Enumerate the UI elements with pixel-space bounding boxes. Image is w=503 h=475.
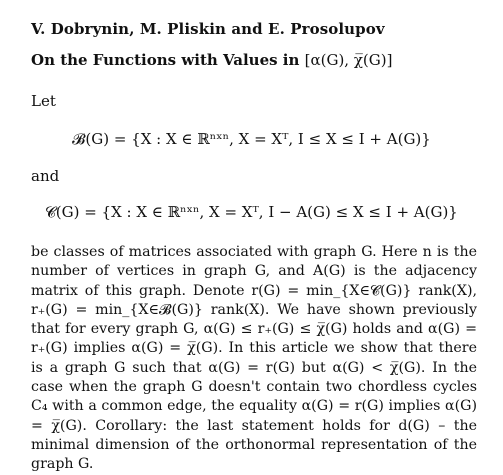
authors-line: V. Dobrynin, M. Pliskin and E. Prosolupov xyxy=(31,20,385,38)
formula-b-set: 𝓑(G) = {X : X ∈ ℝⁿˣⁿ, X = Xᵀ, I ≤ X ≤ I + A(G)} xyxy=(72,130,431,148)
and-label: and xyxy=(31,167,60,185)
title-text: On the Functions with Values in xyxy=(31,51,300,69)
paper-title xyxy=(31,51,392,69)
abstract-body: be classes of matrices associated with graph G. Here n is the number of vertices in graph G, and A(G) is the adjacency matrix of this graph. Denote r(G) = min_{X∈𝓒(G)} rank(X), r₊(G) = min_{X∈𝓑(G)} rank(X). We have shown previously that for every graph G, α(G) ≤ r₊(G) ≤ χ̅(G) holds and α(G) = r₊(G) implies α(G) = χ̅(G). In this article we show that there is a graph G such that α(G) = r(G) but α(G) < χ̅(G). In the case when the graph G doesn't contain two chordless cycles C₄ with a common edge, the equality α(G) = r(G) implies α(G) = χ̅(G). Corollary: the last statement holds for d(G) – the minimal dimension of the orthonormal representation of the graph G. xyxy=(31,244,477,473)
title-math: [α(G), χ̅(G)] xyxy=(304,51,393,69)
formula-c-set: 𝓒(G) = {X : X ∈ ℝⁿˣⁿ, X = Xᵀ, I − A(G) ≤ X ≤ I + A(G)} xyxy=(45,203,458,221)
let-label: Let xyxy=(31,92,56,110)
